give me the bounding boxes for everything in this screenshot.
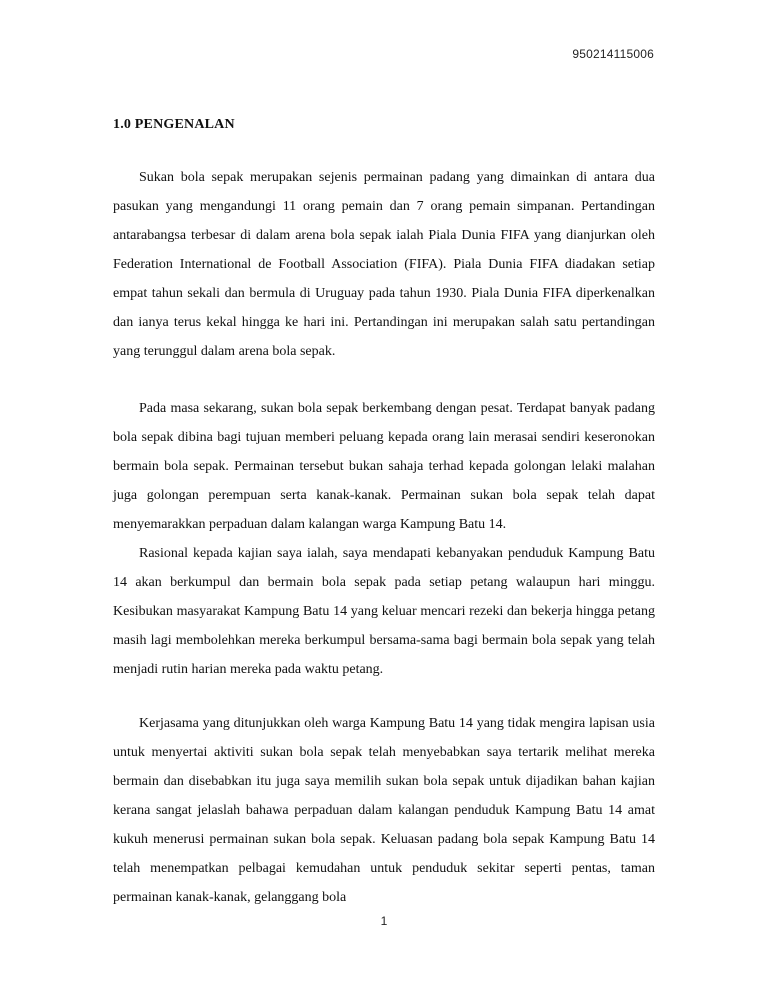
section-heading: 1.0 PENGENALAN <box>113 117 235 132</box>
paragraph-cooperation: Kerjasama yang ditunjukkan oleh warga Kampung Batu 14 yang tidak mengira lapisan usia untuk menyertai aktiviti sukan bola sepak telah menyebabkan saya tertarik melihat mereka bermain dan disebabkan itu juga saya memilih sukan bola sepak untuk dijadikan bahan kajian kerana sangat jelaslah bahawa perpaduan dalam kalangan penduduk Kampung Batu 14 amat kukuh menerusi permainan sukan bola sepak. Keluasan padang bola sepak Kampung Batu 14 telah menempatkan pelbagai kemudahan untuk penduduk sekitar seperti pentas, taman permainan kanak-kanak, gelanggang bola <box>113 716 655 905</box>
paragraph-4-block <box>113 709 655 912</box>
paragraph-rationale: Rasional kepada kajian saya ialah, saya mendapati kebanyakan penduduk Kampung Batu 14 akan berkumpul dan bermain bola sepak pada setiap petang walaupun hari minggu. Kesibukan masyarakat Kampung Batu 14 yang keluar mencari rezeki dan bekerja hingga petang masih lagi membolehkan mereka berkumpul bersama-sama bagi bermain bola sepak yang telah menjadi rutin harian mereka pada waktu petang. <box>113 546 655 677</box>
paragraph-2-block <box>113 394 655 539</box>
paragraph-introduction: Sukan bola sepak merupakan sejenis permainan padang yang dimainkan di antara dua pasukan yang mengandungi 11 orang pemain dan 7 orang pemain simpanan. Pertandingan antarabangsa terbesar di dalam arena bola sepak ialah Piala Dunia FIFA yang dianjurkan oleh Federation International de Football Association (FIFA). Piala Dunia FIFA diadakan setiap empat tahun sekali dan bermula di Uruguay pada tahun 1930. Piala Dunia FIFA diperkenalkan dan ianya terus kekal hingga ke hari ini. Pertandingan ini merupakan salah satu pertandingan yang terunggul dalam arena bola sepak. <box>113 170 655 359</box>
paragraph-1-block <box>113 163 655 366</box>
paragraph-current-development: Pada masa sekarang, sukan bola sepak berkembang dengan pesat. Terdapat banyak padang bola sepak dibina bagi tujuan memberi peluang kepada orang lain merasai sendiri keseronokan bermain bola sepak. Permainan tersebut bukan sahaja terhad kepada golongan lelaki malahan juga golongan perempuan serta kanak-kanak. Permainan sukan bola sepak telah dapat menyemarakkan perpaduan dalam kalangan warga Kampung Batu 14. <box>113 401 655 532</box>
paragraph-3-block <box>113 539 655 684</box>
page-number: 1 <box>380 914 388 928</box>
document-id-header: 950214115006 <box>572 47 654 61</box>
